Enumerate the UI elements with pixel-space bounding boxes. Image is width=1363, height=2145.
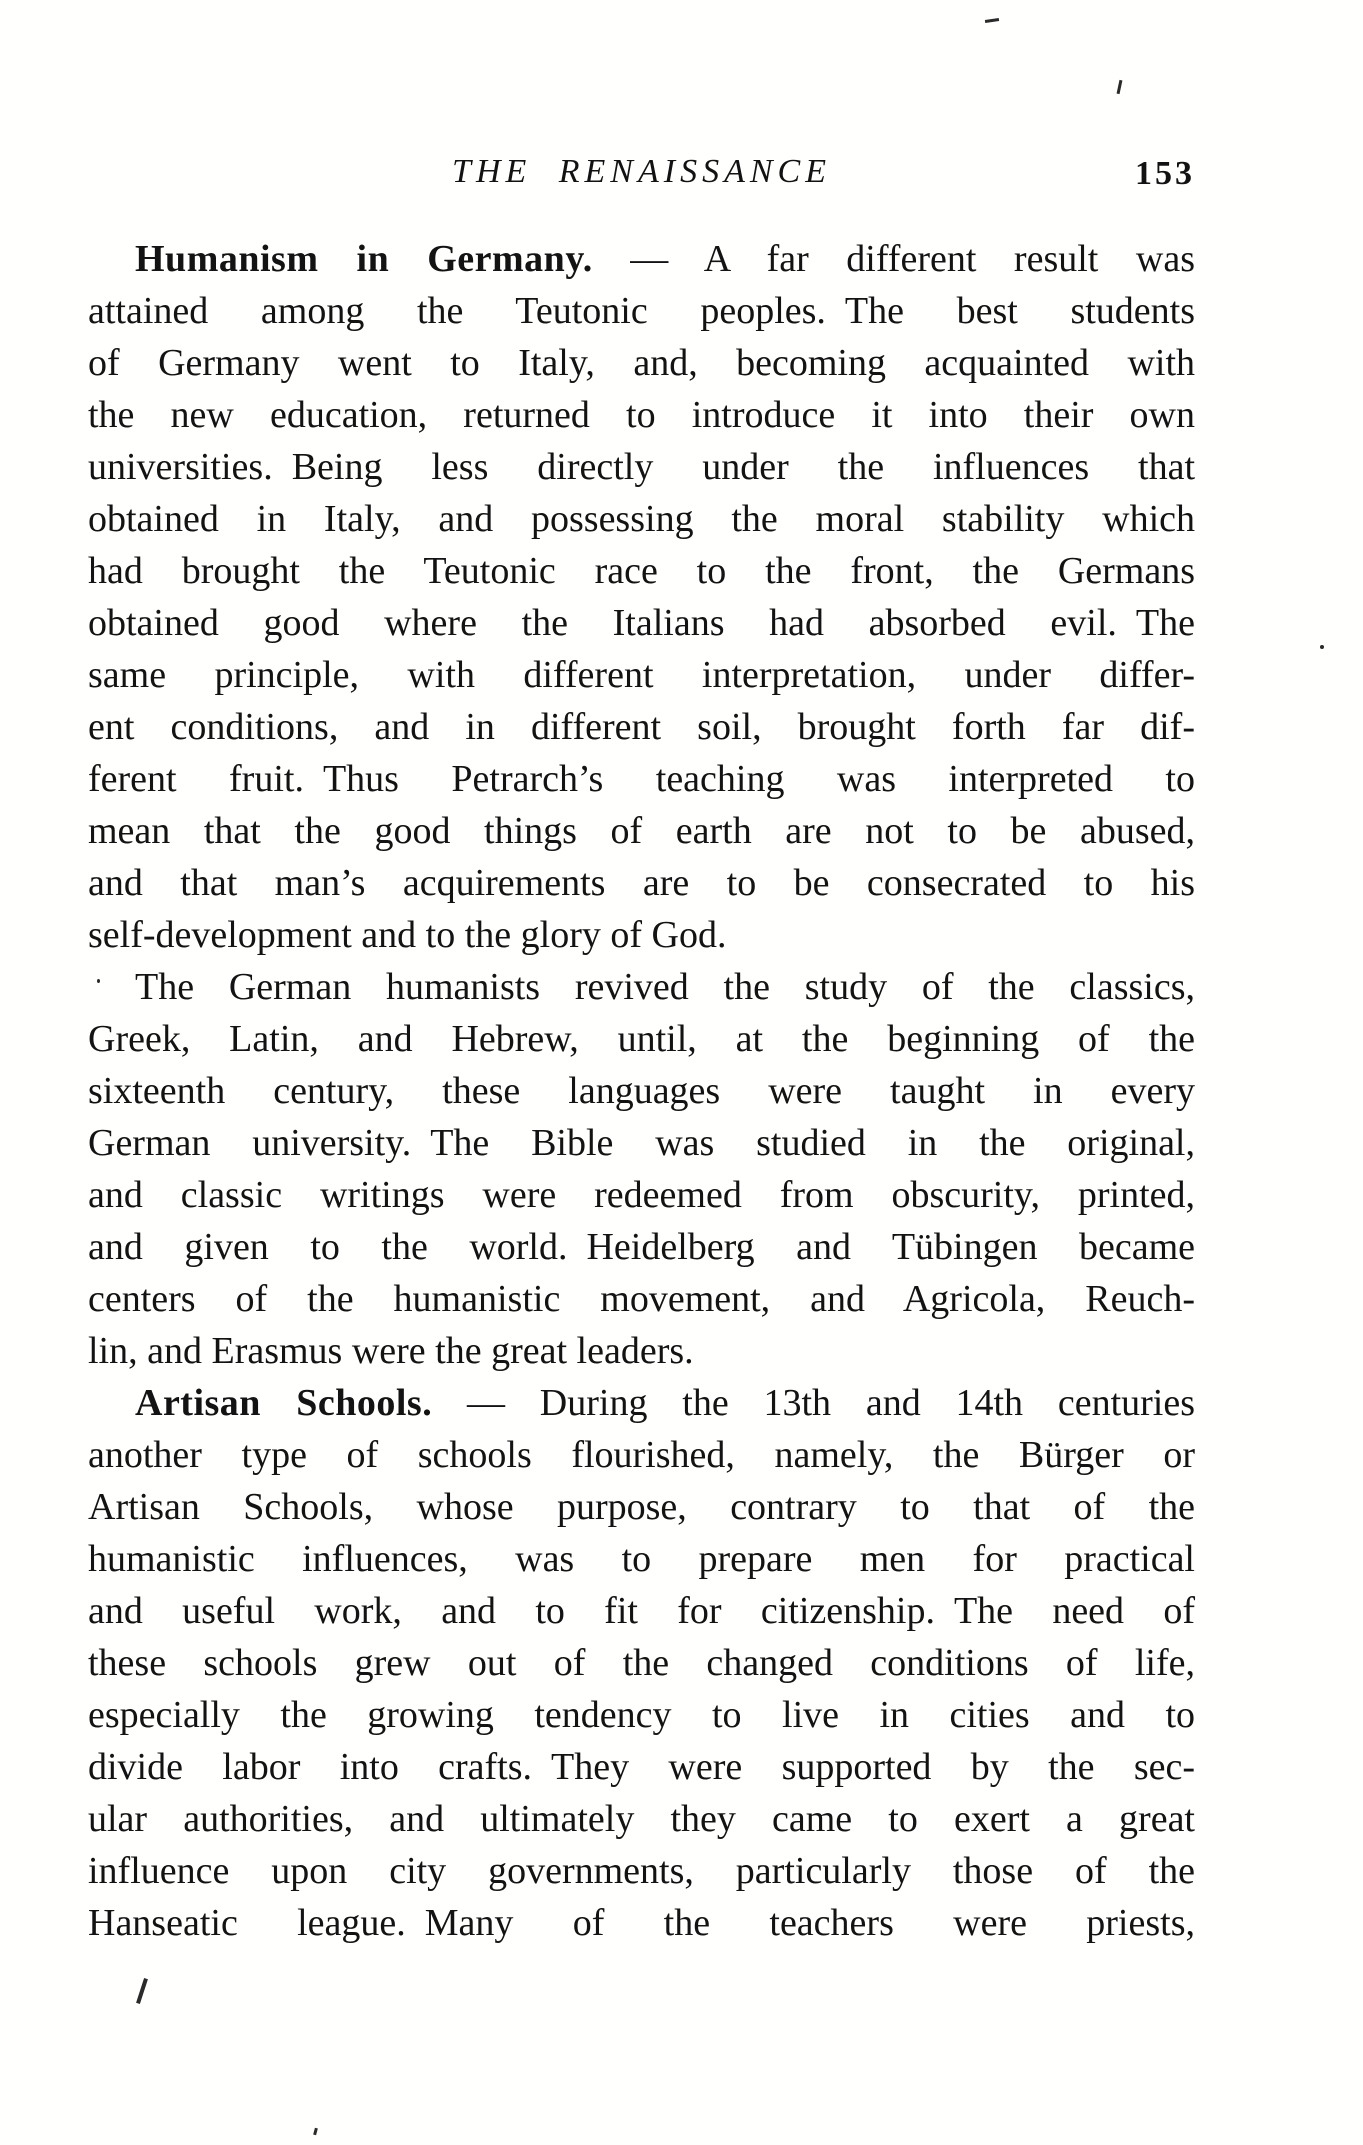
text-block [88,233,1195,1949]
text-line: and useful work, and to fit for citizenship. The need of [88,1590,1195,1632]
page-header [88,150,1195,194]
scan-artifact-dot [1320,645,1324,649]
text-line: and given to the world. Heidelberg and Tübingen became [88,1226,1195,1268]
scan-artifact-dash [985,18,999,23]
page-number: 153 [1135,155,1195,192]
text-line: lin, and Erasmus were the great leaders. [88,1330,694,1372]
scan-artifact-tick [1117,80,1123,94]
text-line: same principle, with different interpretation, under differ- [88,654,1195,696]
text-line: had brought the Teutonic race to the front, the Germans [88,550,1195,592]
paragraph-lead: Artisan Schools. [135,1382,433,1424]
text-line: influence upon city governments, particularly those of the [88,1850,1195,1892]
text-line: and that man’s acquirements are to be consecrated to his [88,862,1195,904]
text-line: sixteenth century, these languages were taught in every [88,1070,1195,1112]
running-header-title: THE RENAISSANCE [452,153,831,190]
text-line: The German humanists revived the study of the classics, [135,966,1195,1008]
text-line: especially the growing tendency to live in cities and to [88,1694,1195,1736]
text-line: mean that the good things of earth are not to be abused, [88,810,1195,852]
text-line: attained among the Teutonic peoples. The best students [88,290,1195,332]
text-line: humanistic influences, was to prepare men for practical [88,1538,1195,1580]
paragraph [88,233,1195,961]
scan-artifact-dot2 [97,979,100,983]
text-line: Humanism in Germany. — A far different result was [135,238,1195,280]
text-line: and classic writings were redeemed from obscurity, printed, [88,1174,1195,1216]
text-line: of Germany went to Italy, and, becoming acquainted with [88,342,1195,384]
text-line: the new education, returned to introduce it into their own [88,394,1195,436]
text-line: another type of schools flourished, namely, the Bürger or [88,1434,1195,1476]
text-line: Artisan Schools. — During the 13th and 14th centuries [135,1382,1195,1424]
text-line: ular authorities, and ultimately they came to exert a great [88,1798,1195,1840]
text-line: centers of the humanistic movement, and Agricola, Reuch- [88,1278,1195,1320]
text-line: universities. Being less directly under the influences that [88,446,1195,488]
text-line: ent conditions, and in different soil, brought forth far dif- [88,706,1195,748]
text-line: obtained in Italy, and possessing the moral stability which [88,498,1195,540]
text-line: German university. The Bible was studied in the original, [88,1122,1195,1164]
scan-artifact-speck [313,2128,318,2136]
text-line: self-development and to the glory of God. [88,914,727,956]
paragraph [88,961,1195,1377]
text-line: obtained good where the Italians had absorbed evil. The [88,602,1195,644]
text-line: divide labor into crafts. They were supported by the sec- [88,1746,1195,1788]
text-line: these schools grew out of the changed conditions of life, [88,1642,1195,1684]
scan-artifact-slash [136,1978,148,2004]
paragraph-lead: Humanism in Germany. [135,238,593,280]
text-line: Hanseatic league. Many of the teachers were priests, [88,1902,1195,1944]
text-line: ferent fruit. Thus Petrarch’s teaching was interpreted to [88,758,1195,800]
text-line: Greek, Latin, and Hebrew, until, at the beginning of the [88,1018,1195,1060]
text-line: Artisan Schools, whose purpose, contrary to that of the [88,1486,1195,1528]
paragraph [88,1377,1195,1949]
